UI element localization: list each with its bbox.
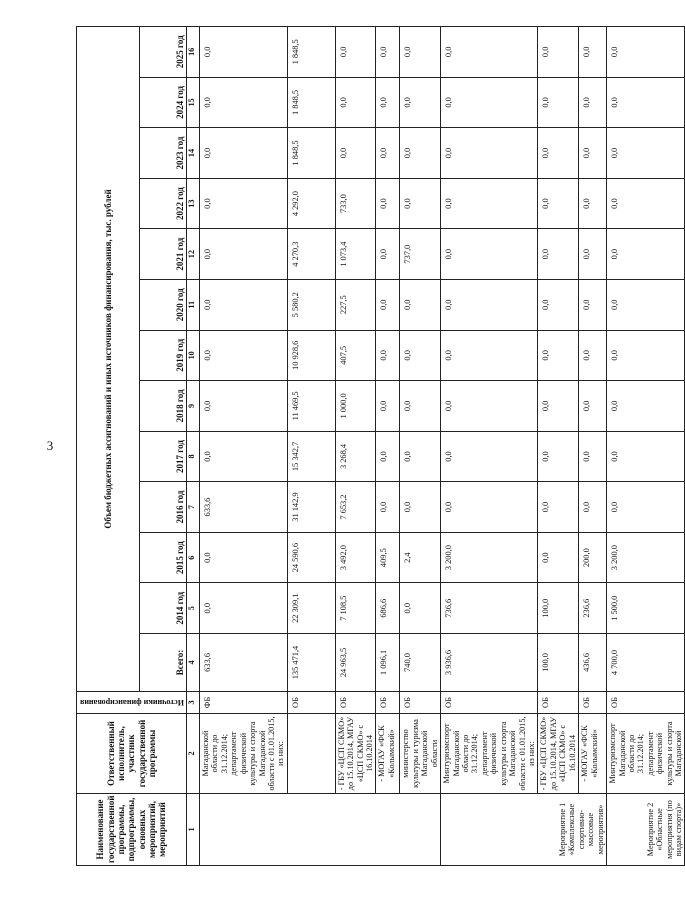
year-value-cell: 407,5 [335, 330, 376, 381]
year-value-cell: 0,0 [607, 330, 685, 381]
year-value-cell: 0,0 [579, 381, 607, 432]
column-number: 7 [187, 482, 200, 533]
executor-cell: Магаданской области до 31.12.2014; департамент физической культуры и спорта Магаданской области с 01.01.2015, из них: [200, 714, 288, 794]
header-year: 2017 год [140, 431, 187, 482]
year-value-cell: 0,0 [376, 482, 400, 533]
year-value-cell: 0,0 [607, 77, 685, 128]
column-number: 14 [187, 128, 200, 179]
year-value-cell: 22 309,1 [287, 583, 335, 634]
year-value-cell: 0,0 [200, 532, 288, 583]
year-value-cell: 0,0 [200, 27, 288, 78]
year-value-cell: 0,0 [335, 77, 376, 128]
column-number: 8 [187, 431, 200, 482]
total-value-cell: 436,6 [579, 634, 607, 692]
year-value-cell: 0,0 [376, 431, 400, 482]
year-value-cell: 7 653,2 [335, 482, 376, 533]
year-value-cell: 1 500,0 [607, 583, 685, 634]
year-value-cell: 0,0 [579, 482, 607, 533]
year-value-cell: 0,0 [400, 27, 441, 78]
year-value-cell: 0,0 [441, 27, 538, 78]
year-value-cell: 0,0 [441, 279, 538, 330]
year-value-cell: 31 142,9 [287, 482, 335, 533]
executor-cell: - ГБУ «ЦСП СКМО» до 15.10.2014, МГАУ «ЦСП СКМО» с 16.10.2014 [538, 714, 579, 794]
year-value-cell: 0,0 [441, 77, 538, 128]
header-year: 2025 год [140, 27, 187, 78]
executor-cell [287, 714, 335, 794]
header-year: 2019 год [140, 330, 187, 381]
year-value-cell: 0,0 [579, 77, 607, 128]
header-funding-volume: Объем бюджетных ассигнований и иных источников финансирования, тыс. рублей [77, 27, 140, 692]
year-value-cell: 7 108,5 [335, 583, 376, 634]
year-value-cell: 100,0 [538, 583, 579, 634]
column-number: 16 [187, 27, 200, 78]
year-value-cell: 236,6 [579, 583, 607, 634]
column-number: 13 [187, 178, 200, 229]
header-year: 2016 год [140, 482, 187, 533]
table-row [287, 27, 335, 866]
year-value-cell: 24 590,6 [287, 532, 335, 583]
table-row [335, 27, 376, 866]
column-number: 3 [187, 692, 200, 714]
year-value-cell: 227,5 [335, 279, 376, 330]
column-number: 6 [187, 532, 200, 583]
header-year: 2015 год [140, 532, 187, 583]
header-year: 2024 год [140, 77, 187, 128]
year-value-cell: 0,0 [200, 583, 288, 634]
header-funding-source-text: Источники финансирования [79, 698, 184, 708]
year-value-cell: 4 292,0 [287, 178, 335, 229]
year-value-cell: 0,0 [200, 77, 288, 128]
total-value-cell: 3 936,6 [441, 634, 538, 692]
executor-cell: - МОГАУ «ФСК «Колымский» [376, 714, 400, 794]
total-value-cell: 24 963,5 [335, 634, 376, 692]
executor-cell: Минтуризмспорт Магаданской области до 31.12.2014; департамент физической культуры и спорта Магаданской области с 01.01.2015, из них: [441, 714, 538, 794]
header-funding-source [77, 692, 187, 714]
year-value-cell: 1 000,0 [335, 381, 376, 432]
year-value-cell: 0,0 [441, 229, 538, 280]
executor-cell: министерство культуры и туризма Магаданской области [400, 714, 441, 794]
executor-cell: Минтуризмспорт Магаданской области до 31.12.2014; департамент физической культуры и спорта Магаданской [607, 714, 685, 794]
year-value-cell: 737,0 [400, 229, 441, 280]
year-value-cell: 686,6 [376, 583, 400, 634]
year-value-cell: 0,0 [200, 128, 288, 179]
year-value-cell: 3 268,4 [335, 431, 376, 482]
column-number: 4 [187, 634, 200, 692]
year-value-cell: 1 073,4 [335, 229, 376, 280]
year-value-cell: 0,0 [579, 279, 607, 330]
year-value-cell: 0,0 [538, 532, 579, 583]
year-value-cell: 2,4 [400, 532, 441, 583]
year-value-cell: 0,0 [376, 381, 400, 432]
year-value-cell: 0,0 [376, 279, 400, 330]
table-row [200, 27, 288, 866]
year-value-cell: 0,0 [200, 229, 288, 280]
header-year: 2018 год [140, 381, 187, 432]
total-value-cell: 100,0 [538, 634, 579, 692]
year-value-cell: 0,0 [607, 279, 685, 330]
year-value-cell: 0,0 [335, 27, 376, 78]
table-row [441, 27, 538, 866]
year-value-cell: 0,0 [538, 381, 579, 432]
funding-source-cell: ОБ [287, 692, 335, 714]
year-value-cell: 0,0 [376, 128, 400, 179]
table-row [579, 27, 607, 866]
year-value-cell: 736,6 [441, 583, 538, 634]
column-number: 15 [187, 77, 200, 128]
program-name-cell [200, 794, 441, 866]
year-value-cell: 0,0 [400, 583, 441, 634]
year-value-cell: 0,0 [538, 279, 579, 330]
year-value-cell: 0,0 [335, 128, 376, 179]
year-value-cell: 0,0 [607, 178, 685, 229]
funding-table [76, 26, 685, 866]
column-number: 5 [187, 583, 200, 634]
total-value-cell: 1 096,1 [376, 634, 400, 692]
program-name-cell: Мероприятие 2 «Областные мероприятия (по видам спорта)» [607, 794, 685, 866]
year-value-cell: 0,0 [400, 482, 441, 533]
year-value-cell: 0,0 [538, 27, 579, 78]
year-value-cell: 0,0 [200, 431, 288, 482]
year-value-cell: 0,0 [200, 178, 288, 229]
column-number: 1 [187, 794, 200, 866]
column-number: 9 [187, 381, 200, 432]
funding-source-cell: ОБ [376, 692, 400, 714]
year-value-cell: 1 848,5 [287, 27, 335, 78]
year-value-cell: 15 342,7 [287, 431, 335, 482]
header-year: 2023 год [140, 128, 187, 179]
program-name-cell: Мероприятие 1 «Комплексные спортивно-массовые мероприятия» [441, 794, 607, 866]
year-value-cell: 0,0 [607, 229, 685, 280]
header-year: 2022 год [140, 178, 187, 229]
header-total: Всего: [140, 634, 187, 692]
funding-source-cell: ОБ [607, 692, 685, 714]
header-year: 2020 год [140, 279, 187, 330]
year-value-cell: 0,0 [200, 381, 288, 432]
year-value-cell: 0,0 [538, 128, 579, 179]
year-value-cell: 0,0 [376, 178, 400, 229]
year-value-cell: 0,0 [441, 482, 538, 533]
table-row [400, 27, 441, 866]
table-row [607, 27, 685, 866]
total-value-cell: 4 700,0 [607, 634, 685, 692]
year-value-cell: 733,0 [335, 178, 376, 229]
funding-source-cell: ОБ [579, 692, 607, 714]
year-value-cell: 0,0 [538, 178, 579, 229]
page-number: 3 [46, 438, 54, 453]
column-number: 2 [187, 714, 200, 794]
year-value-cell: 633,6 [200, 482, 288, 533]
funding-source-cell: ОБ [400, 692, 441, 714]
year-value-cell: 0,0 [538, 431, 579, 482]
year-value-cell: 0,0 [579, 27, 607, 78]
year-value-cell: 0,0 [538, 482, 579, 533]
year-value-cell: 5 580,2 [287, 279, 335, 330]
year-value-cell: 200,0 [579, 532, 607, 583]
year-value-cell: 0,0 [400, 330, 441, 381]
funding-source-cell: ФБ [200, 692, 288, 714]
total-value-cell: 740,0 [400, 634, 441, 692]
year-value-cell: 0,0 [400, 431, 441, 482]
header-year: 2014 год [140, 583, 187, 634]
funding-source-cell: ОБ [538, 692, 579, 714]
year-value-cell: 0,0 [538, 330, 579, 381]
header-executor: Ответственный исполнитель, участник государственной программы [77, 714, 187, 794]
year-value-cell: 0,0 [200, 279, 288, 330]
column-number: 10 [187, 330, 200, 381]
year-value-cell: 0,0 [200, 330, 288, 381]
year-value-cell: 0,0 [579, 330, 607, 381]
year-value-cell: 4 270,3 [287, 229, 335, 280]
total-value-cell: 633,6 [200, 634, 288, 692]
executor-cell: - ГБУ «ЦСП СКМО» до 15.10.2014, МГАУ «ЦСП СКМО» с 16.10.2014 [335, 714, 376, 794]
year-value-cell: 0,0 [400, 178, 441, 229]
year-value-cell: 0,0 [441, 128, 538, 179]
year-value-cell: 0,0 [376, 229, 400, 280]
column-number: 12 [187, 229, 200, 280]
year-value-cell: 0,0 [441, 330, 538, 381]
year-value-cell: 11 469,5 [287, 381, 335, 432]
header-year: 2021 год [140, 229, 187, 280]
table-body [200, 27, 685, 866]
year-value-cell: 0,0 [579, 128, 607, 179]
year-value-cell: 0,0 [441, 431, 538, 482]
year-value-cell: 0,0 [376, 77, 400, 128]
header-program-name: Наименование государственной программы, подпрограммы, основных мероприятий, мероприятий [77, 794, 187, 866]
year-value-cell: 0,0 [607, 27, 685, 78]
table-row [376, 27, 400, 866]
year-value-cell: 0,0 [400, 128, 441, 179]
year-value-cell: 3 200,0 [607, 532, 685, 583]
year-value-cell: 0,0 [400, 77, 441, 128]
year-value-cell: 0,0 [538, 77, 579, 128]
year-value-cell: 0,0 [607, 381, 685, 432]
year-value-cell: 0,0 [400, 381, 441, 432]
total-value-cell: 135 471,4 [287, 634, 335, 692]
year-value-cell: 1 848,5 [287, 128, 335, 179]
year-value-cell: 0,0 [579, 178, 607, 229]
year-value-cell: 0,0 [607, 482, 685, 533]
year-value-cell: 0,0 [441, 178, 538, 229]
year-value-cell: 3 200,0 [441, 532, 538, 583]
column-number-row [187, 27, 200, 866]
year-value-cell: 10 928,6 [287, 330, 335, 381]
year-value-cell: 0,0 [376, 27, 400, 78]
funding-source-cell: ОБ [441, 692, 538, 714]
rotated-table-container [76, 26, 684, 866]
document-page [76, 26, 684, 866]
year-value-cell: 0,0 [607, 128, 685, 179]
funding-source-cell: ОБ [335, 692, 376, 714]
year-value-cell: 0,0 [538, 229, 579, 280]
year-value-cell: 0,0 [376, 330, 400, 381]
column-number: 11 [187, 279, 200, 330]
executor-cell: - МОГАУ «ФСК «Колымский» [579, 714, 607, 794]
year-value-cell: 0,0 [579, 229, 607, 280]
year-value-cell: 0,0 [579, 431, 607, 482]
year-value-cell: 1 848,5 [287, 77, 335, 128]
year-value-cell: 409,5 [376, 532, 400, 583]
year-value-cell: 0,0 [400, 279, 441, 330]
table-row [538, 27, 579, 866]
year-value-cell: 0,0 [607, 431, 685, 482]
year-value-cell: 3 492,0 [335, 532, 376, 583]
year-value-cell: 0,0 [441, 381, 538, 432]
